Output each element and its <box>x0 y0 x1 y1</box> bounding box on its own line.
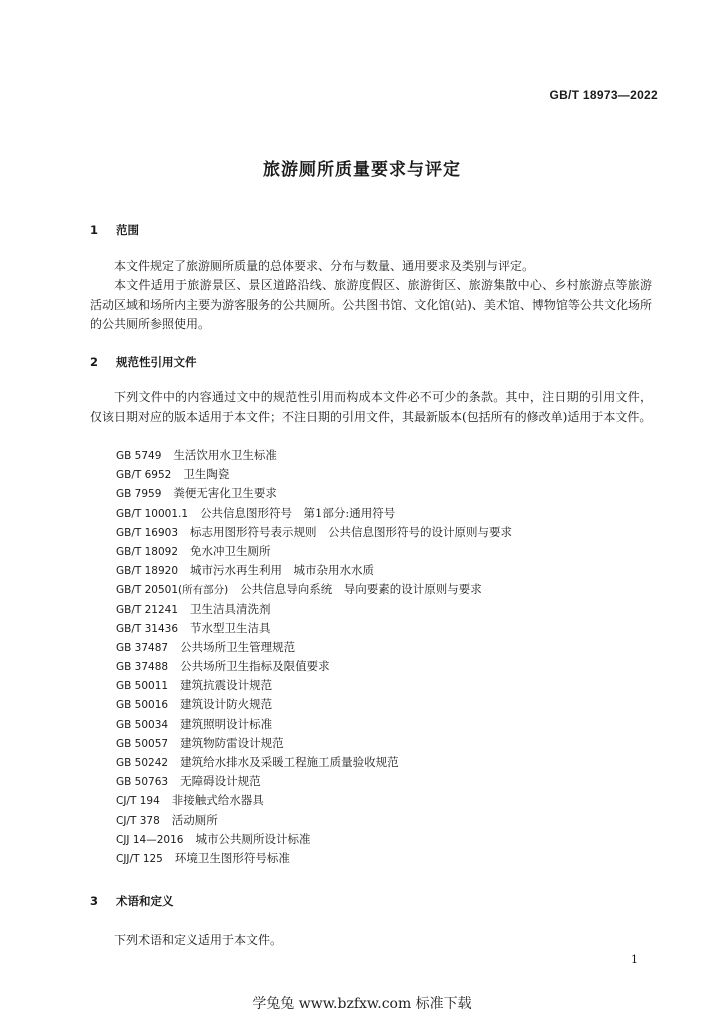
reference-title: 城市污水再生利用 城市杂用水水质 <box>190 563 375 578</box>
reference-title: 公共信息图形符号 第1部分:通用符号 <box>200 505 396 520</box>
section-2-heading <box>90 354 197 370</box>
reference-code: GB 50057 <box>116 737 169 750</box>
reference-title: 免水冲卫生厕所 <box>190 543 271 558</box>
reference-item <box>116 638 512 657</box>
reference-title: 建筑设计防火规范 <box>180 697 273 712</box>
page-number: 1 <box>631 953 638 966</box>
section-number: 1 <box>90 223 99 237</box>
reference-item <box>116 695 512 714</box>
reference-item <box>116 657 512 676</box>
reference-item <box>116 849 512 868</box>
reference-code: GB 7959 <box>116 488 162 501</box>
reference-code: GB 50763 <box>116 776 169 789</box>
normative-references-list <box>116 446 512 868</box>
section-3-heading <box>90 893 174 909</box>
reference-item <box>116 676 512 695</box>
reference-code: GB 50011 <box>116 680 169 693</box>
section-number: 3 <box>90 894 99 908</box>
reference-item <box>116 753 512 772</box>
reference-code: GB 50034 <box>116 718 169 731</box>
reference-item <box>116 446 512 465</box>
reference-item <box>116 734 512 753</box>
reference-code: CJ/T 378 <box>116 814 160 827</box>
reference-item <box>116 772 512 791</box>
reference-title: 节水型卫生洁具 <box>190 620 271 635</box>
section-title: 范围 <box>116 223 139 237</box>
reference-code: CJJ/T 125 <box>116 852 163 865</box>
reference-title: 公共场所卫生管理规范 <box>180 639 296 654</box>
reference-title: 生活饮用水卫生标准 <box>173 448 277 462</box>
scope-paragraph-1: 本文件规定了旅游厕所质量的总体要求、分布与数量、通用要求及类别与评定。 <box>114 259 535 273</box>
reference-title: 环境卫生图形符号标准 <box>174 850 290 865</box>
section-title: 术语和定义 <box>116 894 174 908</box>
reference-code: GB/T 31436 <box>116 622 179 635</box>
reference-title: 卫生洁具清洗剂 <box>190 601 271 616</box>
reference-item <box>116 504 512 523</box>
reference-item <box>116 465 512 484</box>
references-intro-paragraph: 下列文件中的内容通过文中的规范性引用而构成本文件必不可少的条款。其中，注日期的引用文件，仅该日期对应的版本适用于本文件；不注日期的引用文件，其最新版本(包括所有的修改单)适用于本文件。 <box>90 390 652 424</box>
reference-item <box>116 542 512 561</box>
reference-title: 标志用图形符号表示规则 公共信息图形符号的设计原则与要求 <box>190 524 513 539</box>
reference-item <box>116 484 512 503</box>
reference-item <box>116 619 512 638</box>
document-title: 旅游厕所质量要求与评定 <box>263 160 461 180</box>
reference-item <box>116 523 512 542</box>
reference-title: 公共信息导向系统 导向要素的设计原则与要求 <box>240 582 482 597</box>
reference-code: CJ/T 194 <box>116 795 160 808</box>
reference-title: 非接触式给水器具 <box>171 793 264 808</box>
reference-title: 建筑给水排水及采暖工程施工质量验收规范 <box>180 755 399 769</box>
reference-code: GB 50016 <box>116 699 169 712</box>
reference-code: GB/T 10001.1 <box>116 507 189 520</box>
reference-item <box>116 791 512 810</box>
reference-code: GB 37487 <box>116 641 169 654</box>
reference-code: GB/T 21241 <box>116 603 179 616</box>
reference-item <box>116 715 512 734</box>
reference-code: GB/T 16903 <box>116 526 179 539</box>
reference-code: GB 37488 <box>116 661 169 674</box>
reference-item <box>116 811 512 830</box>
reference-title: 建筑物防雷设计规范 <box>180 735 284 750</box>
reference-code: GB/T 6952 <box>116 469 172 482</box>
reference-code: GB 5749 <box>116 450 162 462</box>
reference-code: CJJ 14—2016 <box>116 833 184 846</box>
reference-title: 无障碍设计规范 <box>180 774 261 789</box>
section-title: 规范性引用文件 <box>116 355 197 369</box>
terms-paragraph: 下列术语和定义适用于本文件。 <box>114 933 283 947</box>
section-number: 2 <box>90 355 99 369</box>
reference-code: GB/T 20501(所有部分) <box>116 584 229 597</box>
scope-paragraph-2: 本文件适用于旅游景区、景区道路沿线、旅游度假区、旅游街区、旅游集散中心、乡村旅游点等旅游活动区域和场所内主要为游客服务的公共厕所。公共图书馆、文化馆(站)、美术馆、博物馆等公共文化场所的公共厕所参照使用。 <box>90 278 652 331</box>
reference-item <box>116 830 512 849</box>
reference-item <box>116 580 512 599</box>
standard-code: GB/T 18973—2022 <box>549 88 658 102</box>
reference-title: 建筑照明设计标准 <box>180 716 273 731</box>
watermark: 学兔兔 www.bzfxw.com 标准下载 <box>252 996 472 1012</box>
reference-item <box>116 561 512 580</box>
reference-title: 建筑抗震设计规范 <box>180 678 273 693</box>
reference-item <box>116 600 512 619</box>
reference-title: 粪便无害化卫生要求 <box>173 486 277 501</box>
reference-title: 卫生陶瓷 <box>183 467 230 482</box>
reference-title: 城市公共厕所设计标准 <box>195 831 311 846</box>
section-1-heading <box>90 222 139 238</box>
reference-code: GB/T 18920 <box>116 565 179 578</box>
reference-code: GB 50242 <box>116 757 169 769</box>
reference-title: 活动厕所 <box>171 812 218 827</box>
reference-title: 公共场所卫生指标及限值要求 <box>180 659 330 674</box>
reference-code: GB/T 18092 <box>116 545 179 558</box>
